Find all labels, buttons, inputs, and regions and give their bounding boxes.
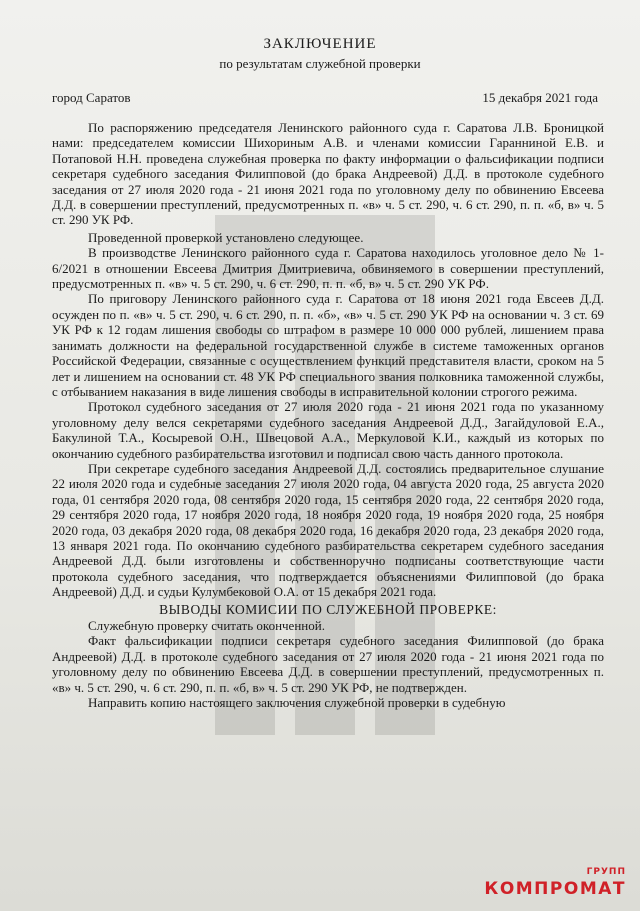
logo-main-text: КОМПРОМАТ bbox=[484, 879, 626, 899]
document-body bbox=[52, 120, 604, 710]
paragraph-intro: По распоряжению председателя Ленинского районного суда г. Саратова Л.В. Броницкой нами: председателем комиссии Шихориным А.В. и членами комиссии Гаранниной Е.В. и Потаповой Н.Н. проведена служебная проверка по факту информации о фальсификации подписи секретаря судебного заседания Филипповой (до брака Андреевой) Д.Д. в протоколе судебного заседания от 27 июля 2020 года - 21 июня 2021 года по уголовному делу по обвинению Евсеева Д.Д. в совершении преступлений, предусмотренных п. «в» ч. 5 ст. 290, ч. 6 ст. 290, п. п. «б, в» ч. 5 ст. 290 УК РФ. bbox=[52, 120, 604, 228]
conclusion-item: Факт фальсификации подписи секретаря судебного заседания Филипповой (до брака Андреевой) Д.Д. в протоколе судебного заседания от 27 июля 2020 года - 21 июня 2021 года по уголовному делу по обвинению Евсеева Д.Д. в совершении преступлений, предусмотренных п. «в» ч. 5 ст. 290, ч. 6 ст. 290, п. п. «б, в» ч. 5 ст. 290 УК РФ, не подтвержден. bbox=[52, 633, 604, 695]
conclusions-heading: ВЫВОДЫ КОМИСИИ ПО СЛУЖЕБНОЙ ПРОВЕРКЕ: bbox=[159, 601, 497, 617]
paragraph-verdict: По приговору Ленинского районного суда г. Саратова от 18 июня 2021 года Евсеев Д.Д. осужден по п. «в» ч. 5 ст. 290, ч. 6 ст. 290, п. п. «б», «в» ч. 5 ст. 290 УК РФ на основании ч. 3 ст. 69 УК РФ к 12 годам лишения свободы со штрафом в размере 10 000 000 рублей, лишением права занимать должности на федеральной государственной службе в системе таможенных органов Российской Федерации, связанные с осуществлением функций представителя власти, сроком на 5 лет и лишением на основании ст. 48 УК РФ специального звания полковника таможенной службы, с отбыванием наказания в виде лишения свободы в исправительной колонии строгого режима. bbox=[52, 291, 604, 399]
paragraph-sessions: При секретаре судебного заседания Андреевой Д.Д. состоялись предварительное слушание 22 июля 2020 года и судебные заседания 27 июля 2020 года, 04 августа 2020 года, 25 августа 2020 года, 01 сентября 2020 года, 08 сентября 2020 года, 15 сентября 2020 года, 22 сентября 2020 года, 29 сентября 2020 года, 17 ноября 2020 года, 18 ноября 2020 года, 19 ноября 2020 года, 25 ноября 2020 года, 03 декабря 2020 года, 08 декабря 2020 года, 16 декабря 2020 года, 23 декабря 2020 года, 13 января 2021 года. По окончанию судебного разбирательства секретарем судебного заседания Андреевой Д.Д. были изготовлены и собственноручно подписаны соответствующие части протокола судебного заседания, что подтверждается объяснениями Филипповой (до брака Андреевой) Д.Д. и судьи Кулумбековой О.А. от 15 декабря 2021 года. bbox=[52, 460, 604, 600]
conclusion-item: Служебную проверку считать оконченной. bbox=[88, 618, 325, 633]
paragraph-protocol: Протокол судебного заседания от 27 июля 2020 года - 21 июня 2021 года по указанному уголовному делу велся секретарями судебного заседания Андреевой Д.Д., Загайдуловой Е.А., Бакулиной Т.А., Косыревой О.Н., Швецовой А.А., Меркуловой К.И., каждый из которых по окончанию судебного разбирательства изготовил и подписал свою часть данного протокола. bbox=[52, 399, 604, 461]
document-city: город Саратов bbox=[52, 90, 131, 105]
kompromat-logo bbox=[484, 867, 626, 899]
paragraph-case: В производстве Ленинского районного суда г. Саратова находилось уголовное дело № 1-6/2021 в отношении Евсеева Дмитрия Дмитриевича, обвиняемого в совершении преступлений, предусмотренных п. «в» ч. 5 ст. 290, ч. 6 ст. 290, п. п. «б, в» ч. 5 ст. 290 УК РФ. bbox=[52, 245, 604, 292]
logo-small-text: ГРУПП bbox=[586, 867, 626, 877]
document-subtitle: по результатам служебной проверки bbox=[219, 56, 421, 71]
document-date: 15 декабря 2021 года bbox=[482, 90, 598, 105]
paragraph-findings-lead: Проведенной проверкой установлено следующее. bbox=[88, 229, 364, 245]
document-title: ЗАКЛЮЧЕНИЕ bbox=[263, 36, 377, 52]
conclusion-item: Направить копию настоящего заключения служебной проверки в судебную bbox=[88, 695, 506, 711]
